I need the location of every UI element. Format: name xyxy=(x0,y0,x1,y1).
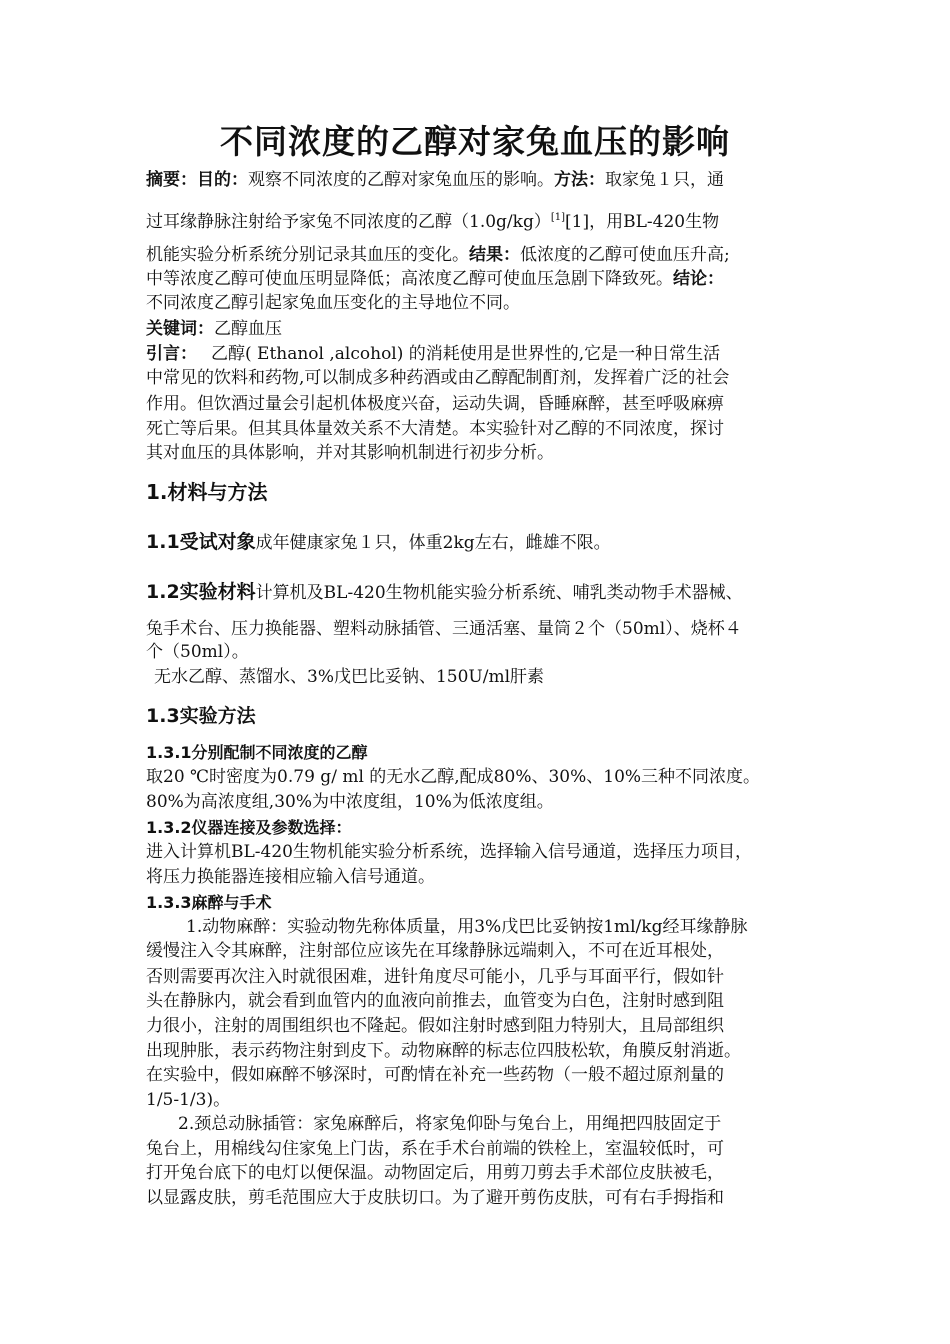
procedure-line: 在实验中，假如麻醉不够深时，可酌情在补充一些药物（一般不超过原剂量的 xyxy=(146,1065,724,1085)
procedure-line: 打开兔台底下的电灯以便保温。动物固定后，用剪刀剪去手术部位皮肤被毛， xyxy=(146,1163,724,1183)
keywords-line xyxy=(146,317,282,341)
subsection-text: 成年健康家兔１只，体重2kg左右，雌雄不限。 xyxy=(255,533,611,553)
method-line: 将压力换能器连接相应输入信号通道。 xyxy=(146,867,435,887)
method-label: 方法： xyxy=(554,170,605,190)
procedure-line: 1/5-1/3)。 xyxy=(146,1090,231,1110)
procedure-line: 1.动物麻醉：实验动物先称体质量，用3%戊巴比妥钠按1ml/kg经耳缘静脉 xyxy=(186,917,748,937)
procedure-line: 否则需要再次注入时就很困难，进针角度尽可能小，几乎与耳面平行，假如针 xyxy=(146,967,724,987)
procedure-line: 兔台上，用棉线勾住家兔上门齿，系在手术台前端的铁栓上，室温较低时，可 xyxy=(146,1139,724,1159)
materials-line-2: 兔手术台、压力换能器、塑料动脉插管、三通活塞、量筒２个（50ml）、烧杯４ xyxy=(146,619,742,639)
document-title: 不同浓度的乙醇对家兔血压的影响 xyxy=(220,122,730,161)
procedure-line: 头在静脉内，就会看到血管内的血液向前推去，血管变为白色，注射时感到阻 xyxy=(146,991,724,1011)
keywords-label: 关键词： xyxy=(146,319,214,339)
abstract-line-1 xyxy=(146,168,724,192)
abstract-line-2 xyxy=(146,206,719,234)
intro-line-3: 作用。但饮酒过量会引起机体极度兴奋，运动失调，昏睡麻醉，甚至呼吸麻痹 xyxy=(146,394,724,414)
subsection-1-2 xyxy=(146,580,743,605)
intro-line-4: 死亡等后果。但其具体量效关系不大清楚。本实验针对乙醇的不同浓度，探讨 xyxy=(146,419,724,439)
method-line: 80%为高浓度组,30%为中浓度组，10%为低浓度组。 xyxy=(146,792,554,812)
materials-line-4: 无水乙醇、蒸馏水、3%戊巴比妥钠、150U/ml肝素 xyxy=(154,667,545,687)
procedure-line: 力很小，注射的周围组织也不隆起。假如注射时感到阻力特别大，且局部组织 xyxy=(146,1016,724,1036)
procedure-line: 缓慢注入令其麻醉，注射部位应该先在耳缘静脉远端刺入，不可在近耳根处， xyxy=(146,941,724,961)
intro-line-1 xyxy=(146,342,720,366)
procedure-line: 2.颈总动脉插管：家兔麻醉后，将家兔仰卧与兔台上，用绳把四肢固定于 xyxy=(178,1114,722,1134)
method-line: 取20 ℃时密度为0.79 g/ ml 的无水乙醇,配成80%、30%、10%三种不同浓度。 xyxy=(146,767,761,787)
subsection-1-1 xyxy=(146,530,611,555)
intro-text: 乙醇( Ethanol ,alcohol) 的消耗使用是世界性的,它是一种日常生活 xyxy=(211,344,721,364)
abstract-label: 摘要： xyxy=(146,170,197,190)
purpose-label: 目的： xyxy=(197,170,248,190)
result-text: 低浓度的乙醇可使血压升高; xyxy=(520,245,730,265)
abstract-text: [1]，用BL-420生物 xyxy=(565,212,720,232)
subsection-heading: 1.2实验材料 xyxy=(146,581,256,603)
subsection-heading: 1.3实验方法 xyxy=(146,705,256,727)
result-label: 结果： xyxy=(469,245,520,265)
abstract-text: 中等浓度乙醇可使血压明显降低；高浓度乙醇可使血压急剧下降致死。 xyxy=(146,269,673,289)
abstract-line-3 xyxy=(146,243,730,267)
subsection-text: 计算机及BL-420生物机能实验分析系统、哺乳类动物手术器械、 xyxy=(255,583,743,603)
subsubsection-heading: 1.3.1分别配制不同浓度的乙醇 xyxy=(146,743,368,762)
subsubsection-heading: 1.3.3麻醉与手术 xyxy=(146,893,272,912)
purpose-text: 观察不同浓度的乙醇对家兔血压的影响。 xyxy=(248,170,554,190)
citation-superscript: [1] xyxy=(550,212,566,223)
abstract-line-5: 不同浓度乙醇引起家兔血压变化的主导地位不同。 xyxy=(146,293,520,313)
procedure-line: 以显露皮肤，剪毛范围应大于皮肤切口。为了避开剪伤皮肤，可有右手拇指和 xyxy=(146,1188,724,1208)
subsubsection-heading: 1.3.2仪器连接及参数选择： xyxy=(146,818,352,837)
procedure-line: 出现肿胀，表示药物注射到皮下。动物麻醉的标志位四肢松软，角膜反射消逝。 xyxy=(146,1041,741,1061)
keywords-text: 乙醇血压 xyxy=(214,319,282,339)
section-heading: 1.材料与方法 xyxy=(146,480,268,504)
intro-label: 引言： xyxy=(146,344,197,364)
method-text: 取家兔１只，通 xyxy=(605,170,724,190)
abstract-text: 过耳缘静脉注射给予家兔不同浓度的乙醇（1.0g/kg） xyxy=(146,212,551,232)
intro-line-5: 其对血压的具体影响，并对其影响机制进行初步分析。 xyxy=(146,443,554,463)
method-line: 进入计算机BL-420生物机能实验分析系统，选择输入信号通道，选择压力项目， xyxy=(146,842,752,862)
abstract-line-4 xyxy=(146,267,724,291)
abstract-text: 机能实验分析系统分别记录其血压的变化。 xyxy=(146,245,469,265)
subsection-heading: 1.1受试对象 xyxy=(146,531,256,553)
materials-line-3: 个（50ml）。 xyxy=(146,642,249,662)
intro-line-2: 中常见的饮料和药物,可以制成多种药酒或由乙醇配制酊剂，发挥着广泛的社会 xyxy=(146,368,730,388)
conclusion-label: 结论： xyxy=(673,269,724,289)
